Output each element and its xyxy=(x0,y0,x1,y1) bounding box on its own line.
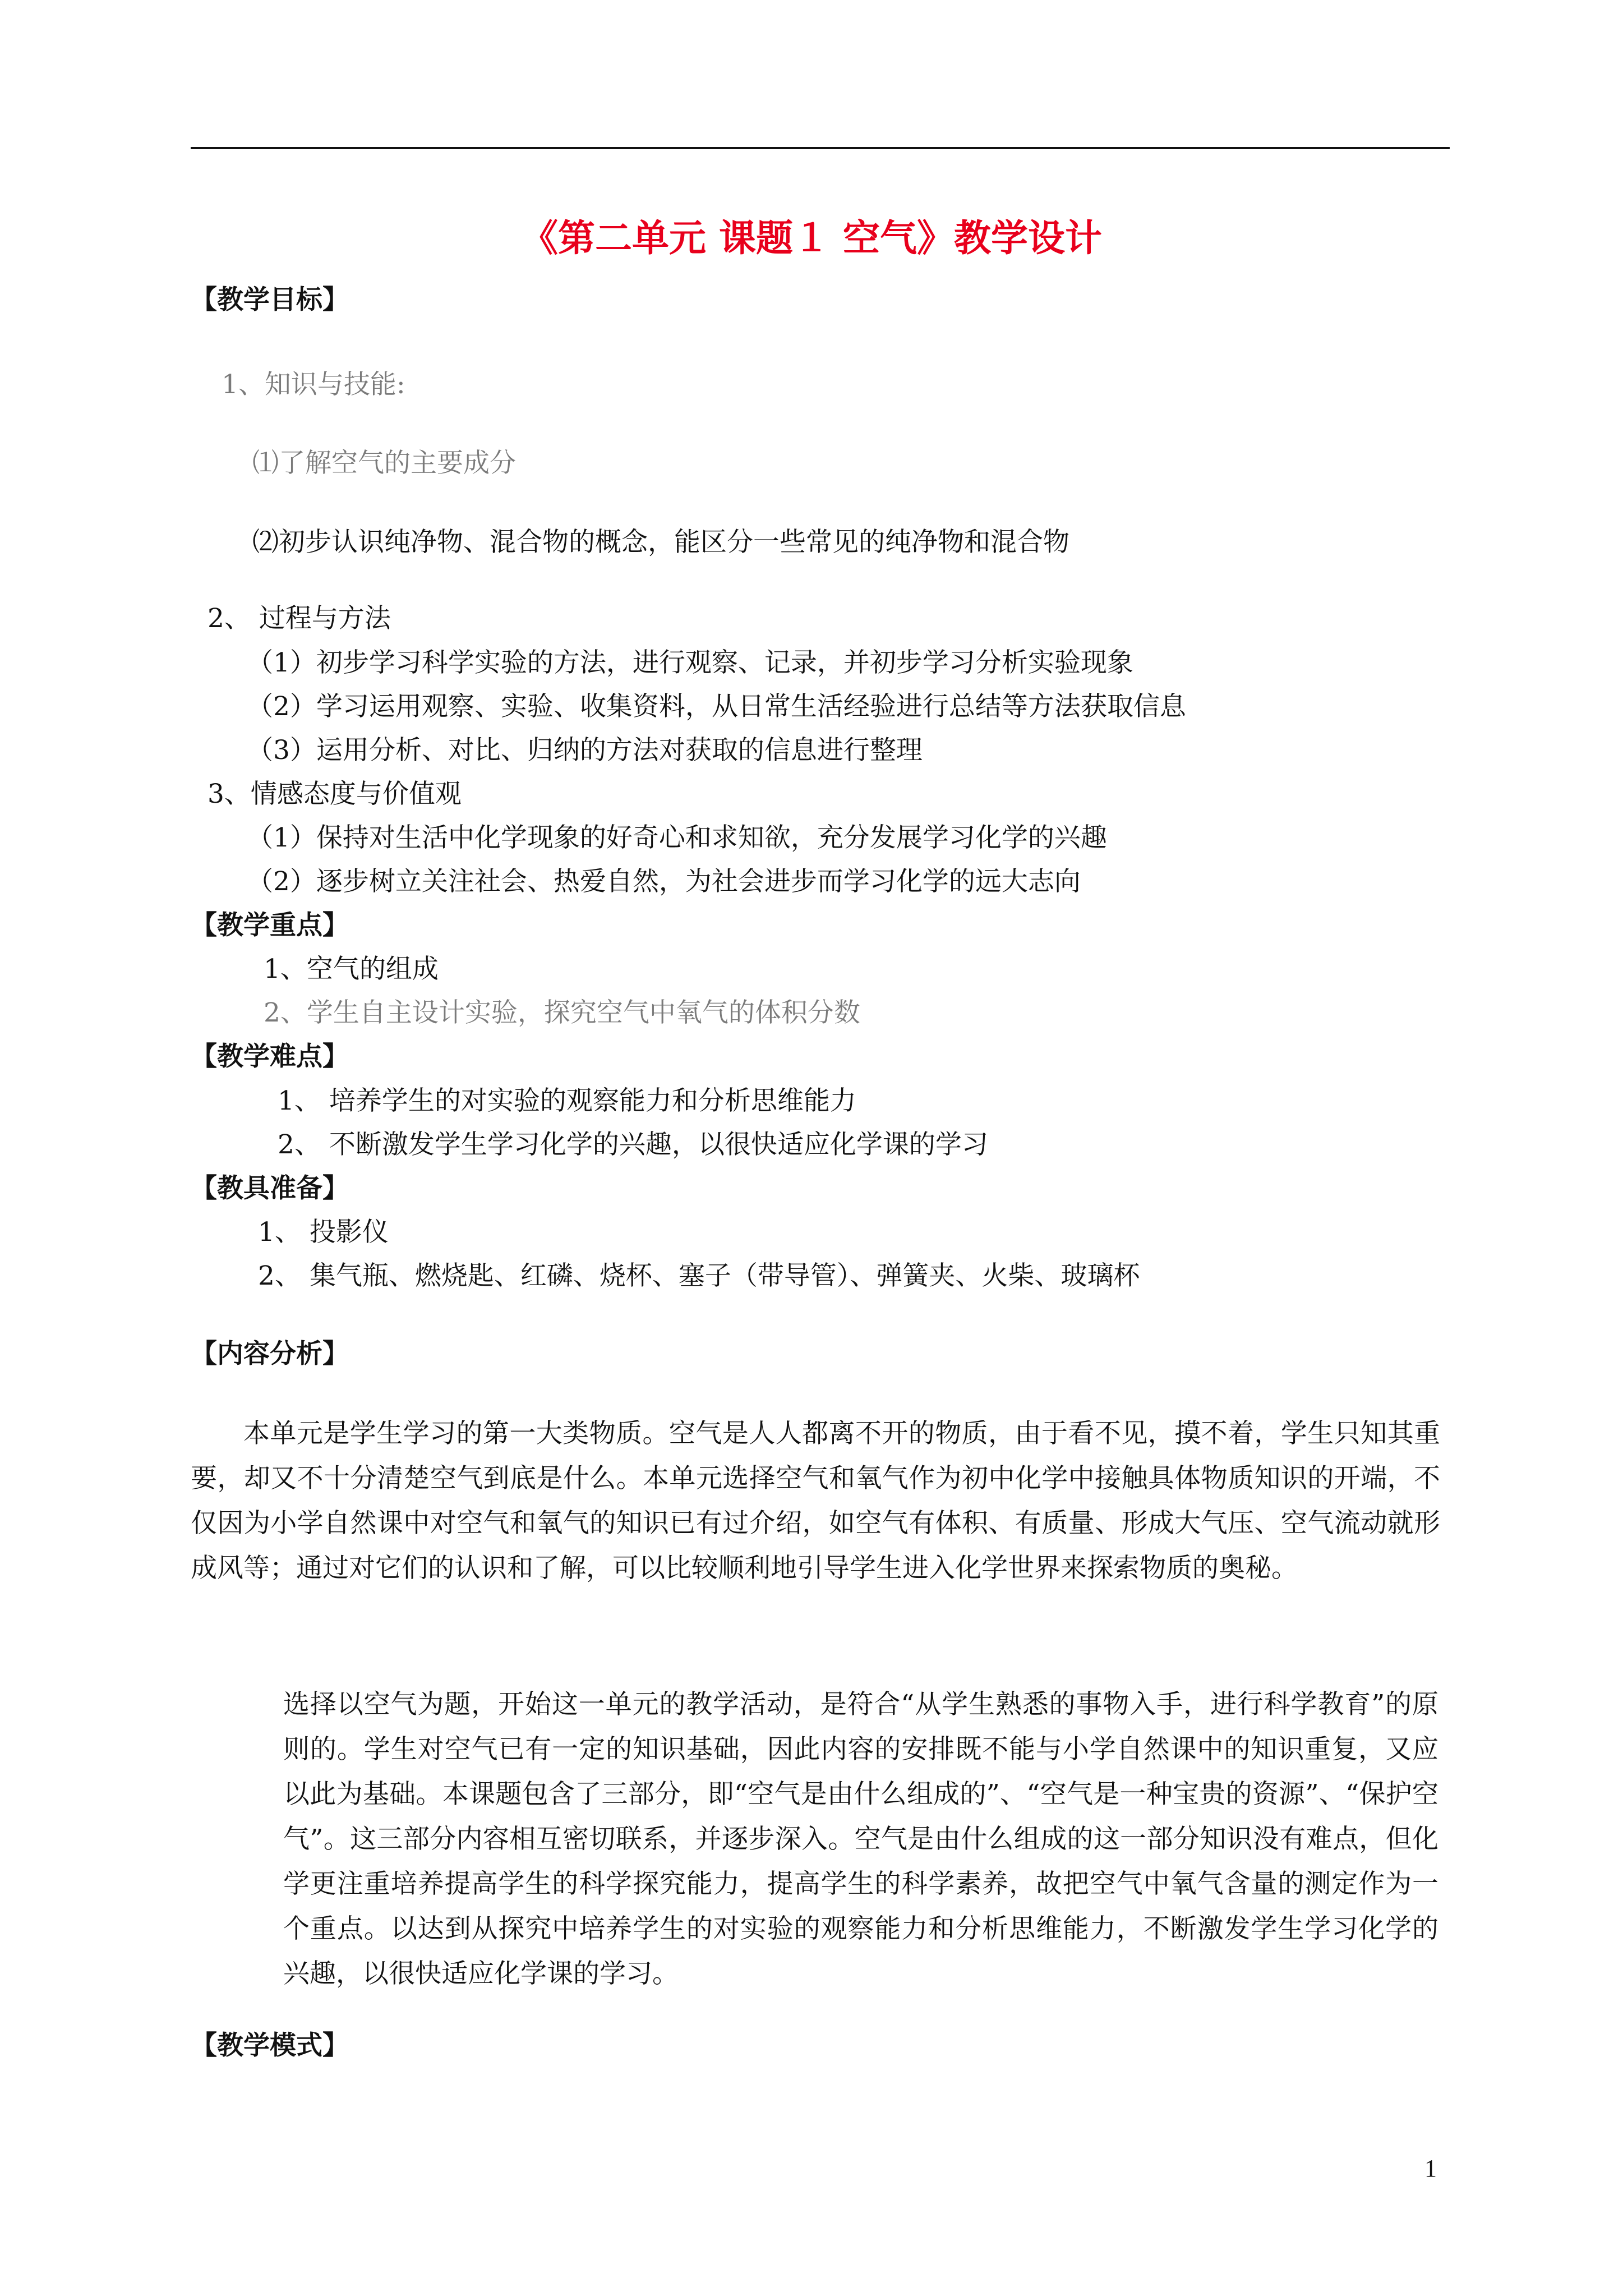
material-1: 1、 投影仪 xyxy=(258,1217,389,1248)
goals-heading: 【教学目标】 xyxy=(191,284,349,315)
goals-process-item-3: （3）运用分析、对比、归纳的方法对获取的信息进行整理 xyxy=(247,735,923,766)
header-rule xyxy=(191,147,1450,149)
analysis-heading: 【内容分析】 xyxy=(191,1338,349,1369)
goals-emotion-item-1: （1）保持对生活中化学现象的好奇心和求知欲，充分发展学习化学的兴趣 xyxy=(247,822,1107,853)
goals-process-item-1: （1）初步学习科学实验的方法，进行观察、记录，并初步学习分析实验现象 xyxy=(247,647,1133,678)
material-2: 2、 集气瓶、燃烧匙、红磷、烧杯、塞子（带导管）、弹簧夹、火柴、玻璃杯 xyxy=(258,1260,1140,1291)
goals-knowledge-item-1: ⑴了解空气的主要成分 xyxy=(252,448,516,478)
goals-process-label: 2、 过程与方法 xyxy=(208,603,391,634)
document-title: 《第二单元 课题１ 空气》教学设计 xyxy=(521,217,1102,260)
mode-heading: 【教学模式】 xyxy=(191,2030,349,2061)
goals-process-item-2: （2）学习运用观察、实验、收集资料，从日常生活经验进行总结等方法获取信息 xyxy=(247,691,1186,722)
analysis-paragraph-1: 本单元是学生学习的第一大类物质。空气是人人都离不开的物质，由于看不见，摸不着，学生只知其重要，却又不十分清楚空气到底是什么。本单元选择空气和氧气作为初中化学中接触具体物质知识的开端，不仅因为小学自然课中对空气和氧气的知识已有过介绍，如空气有体积、有质量、形成大气压、空气流动就形成风等；通过对它们的认识和了解，可以比较顺利地引导学生进入化学世界来探索物质的奥秘。 xyxy=(191,1418,1440,1584)
page-number: 1 xyxy=(1424,2155,1437,2182)
analysis-paragraph-2: 选择以空气为题，开始这一单元的教学活动，是符合“从学生熟悉的事物入手，进行科学教育”的原则的。学生对空气已有一定的知识基础，因此内容的安排既不能与小学自然课中的知识重复，又应以此为基础。本课题包含了三部分，即“空气是由什么组成的”、“空气是一种宝贵的资源”、“保护空气”。这三部分内容相互密切联系，并逐步深入。空气是由什么组成的这一部分知识没有难点，但化学更注重培养提高学生的科学探究能力，提高学生的科学素养，故把空气中氧气含量的测定作为一个重点。以达到从探究中培养学生的对实验的观察能力和分析思维能力，不断激发学生学习化学的兴趣，以很快适应化学课的学习。 xyxy=(283,1689,1438,1989)
goals-knowledge-label: 1、知识与技能: xyxy=(222,369,405,400)
key-point-2: 2、学生自主设计实验，探究空气中氧气的体积分数 xyxy=(264,997,860,1028)
difficulties-heading: 【教学难点】 xyxy=(191,1041,349,1072)
key-point-1: 1、空气的组成 xyxy=(264,954,439,984)
difficulty-2: 2、 不断激发学生学习化学的兴趣，以很快适应化学课的学习 xyxy=(278,1129,988,1160)
goals-emotion-item-2: （2）逐步树立关注社会、热爱自然，为社会进步而学习化学的远大志向 xyxy=(247,866,1081,897)
key-points-heading: 【教学重点】 xyxy=(191,910,349,941)
difficulty-1: 1、 培养学生的对实验的观察能力和分析思维能力 xyxy=(278,1085,856,1116)
materials-heading: 【教具准备】 xyxy=(191,1173,349,1204)
goals-emotion-label: 3、情感态度与价值观 xyxy=(208,779,462,809)
goals-knowledge-item-2: ⑵初步认识纯净物、混合物的概念，能区分一些常见的纯净物和混合物 xyxy=(252,527,1069,558)
